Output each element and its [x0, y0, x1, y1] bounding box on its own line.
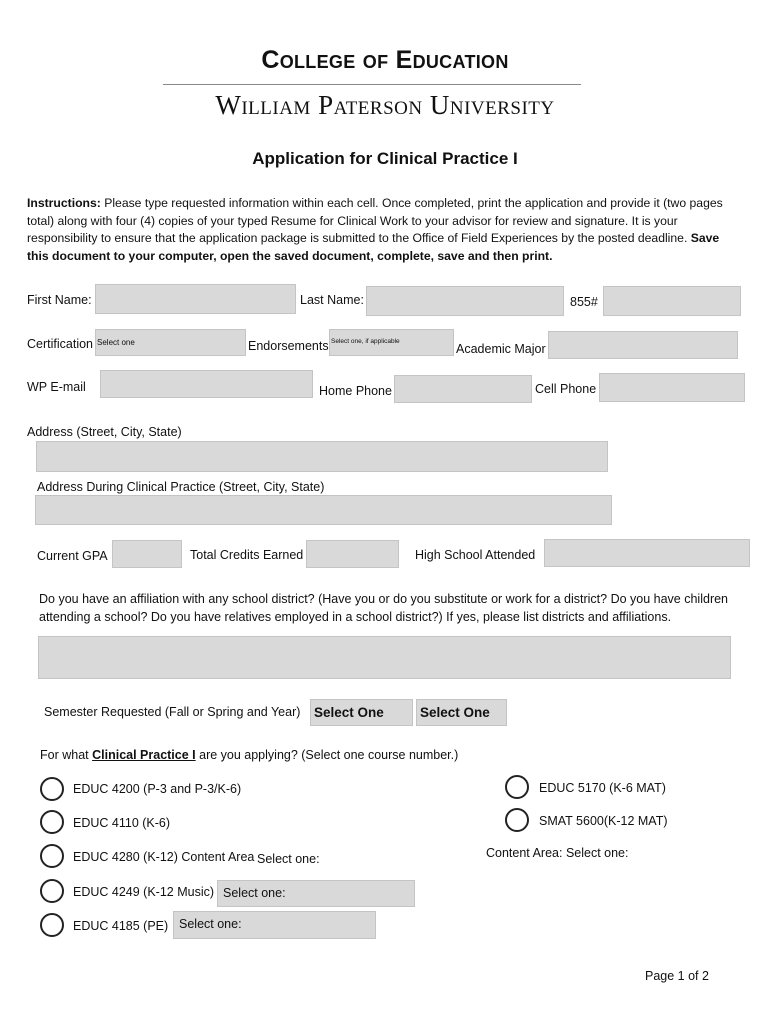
academic-major-label: Academic Major: [456, 342, 546, 356]
affiliation-field[interactable]: [38, 636, 731, 679]
radio-educ-5170[interactable]: [505, 775, 529, 799]
semester-select-2[interactable]: [416, 699, 507, 726]
address-field[interactable]: [36, 441, 608, 472]
semester-requested-label: Semester Requested (Fall or Spring and Year): [44, 705, 301, 719]
certification-select[interactable]: [95, 329, 246, 356]
first-name-label: First Name:: [27, 293, 92, 307]
high-school-label: High School Attended: [415, 548, 536, 562]
semester-select-1-value: Select One: [314, 705, 384, 720]
first-name-field[interactable]: [95, 284, 296, 314]
endorsements-label: Endorsements: [248, 339, 329, 353]
id-855-field[interactable]: [603, 286, 741, 316]
educ-4249-select[interactable]: [217, 880, 415, 907]
academic-major-field[interactable]: [548, 331, 738, 359]
wp-email-label: WP E-mail: [27, 380, 86, 394]
educ-4200-label: EDUC 4200 (P-3 and P-3/K-6): [73, 782, 242, 796]
total-credits-field[interactable]: [306, 540, 399, 568]
educ-4185-select[interactable]: [173, 911, 376, 939]
educ-4280-label: EDUC 4280 (K-12) Content Area: [73, 850, 255, 864]
college-title: College of Education: [261, 46, 509, 74]
radio-educ-4249[interactable]: [40, 879, 64, 903]
address-label: Address (Street, City, State): [27, 425, 182, 439]
educ-4185-select-value: Select one:: [179, 917, 242, 931]
educ-4280-select[interactable]: Select one:: [257, 852, 320, 866]
course-question: [40, 747, 458, 763]
semester-select-2-value: Select One: [420, 705, 490, 720]
radio-educ-4200[interactable]: [40, 777, 64, 801]
total-credits-label: Total Credits Earned: [190, 548, 304, 562]
course-question-post: are you applying? (Select one course number.): [195, 748, 459, 762]
radio-smat-5600[interactable]: [505, 808, 529, 832]
radio-educ-4185[interactable]: [40, 913, 64, 937]
course-question-emphasis: Clinical Practice I: [92, 748, 196, 762]
instructions-lead: Instructions:: [27, 196, 101, 210]
instructions-body: Please type requested information within each cell. Once completed, print the application and provide it (two pages total) along with four (4) copies of your typed Resume for Clinical Work to your advisor for review and signature. It is your responsibility to ensure that the application package is submitted to the Office of Field Experiences by the posted deadline.: [27, 196, 723, 245]
content-area-select[interactable]: Select one:: [565, 846, 629, 860]
certification-label: Certification: [27, 337, 93, 351]
wp-email-field[interactable]: [100, 370, 313, 398]
form-title: Application for Clinical Practice I: [252, 149, 518, 168]
radio-educ-4110[interactable]: [40, 810, 64, 834]
high-school-field[interactable]: [544, 539, 750, 567]
last-name-field[interactable]: [366, 286, 564, 316]
affiliation-question: Do you have an affiliation with any school district? (Have you or do you substitute or work for a district? Do you have children attending a school? Do you have relatives employed in a school district?) If yes, please list districts and affiliations.: [39, 592, 729, 624]
educ-4110-label: EDUC 4110 (K-6): [73, 816, 171, 830]
endorsements-select-value: Select one, if applicable: [331, 338, 400, 345]
course-question-pre: For what: [40, 748, 93, 762]
smat-5600-label: SMAT 5600(K-12 MAT): [539, 814, 668, 828]
semester-select-1[interactable]: [310, 699, 413, 726]
educ-4185-label: EDUC 4185 (PE): [73, 919, 169, 933]
educ-4249-select-value: Select one:: [223, 886, 286, 900]
page-number: Page 1 of 2: [645, 969, 709, 983]
last-name-label: Last Name:: [300, 293, 364, 307]
address-clinical-field[interactable]: [35, 495, 612, 525]
endorsements-select[interactable]: [329, 329, 454, 356]
id-855-label: 855#: [570, 295, 598, 309]
content-area-label: Content Area:: [486, 846, 563, 860]
radio-educ-4280[interactable]: [40, 844, 64, 868]
educ-5170-label: EDUC 5170 (K-6 MAT): [539, 781, 666, 795]
current-gpa-field[interactable]: [112, 540, 182, 568]
content-area: [486, 845, 628, 861]
instructions-paragraph: [27, 195, 727, 265]
current-gpa-label: Current GPA: [37, 549, 108, 563]
university-title: William Paterson University: [215, 90, 555, 120]
home-phone-field[interactable]: [394, 375, 532, 403]
certification-select-value: Select one: [97, 338, 135, 347]
cell-phone-label: Cell Phone: [535, 382, 597, 396]
header-divider: [163, 84, 581, 85]
home-phone-label: Home Phone: [319, 384, 392, 398]
cell-phone-field[interactable]: [599, 373, 745, 402]
address-clinical-label: Address During Clinical Practice (Street, City, State): [37, 480, 325, 494]
educ-4249-label: EDUC 4249 (K-12 Music): [73, 885, 215, 899]
instructions-save-note: Save this document to your computer, open the saved document, complete, save and then print.: [27, 231, 720, 263]
